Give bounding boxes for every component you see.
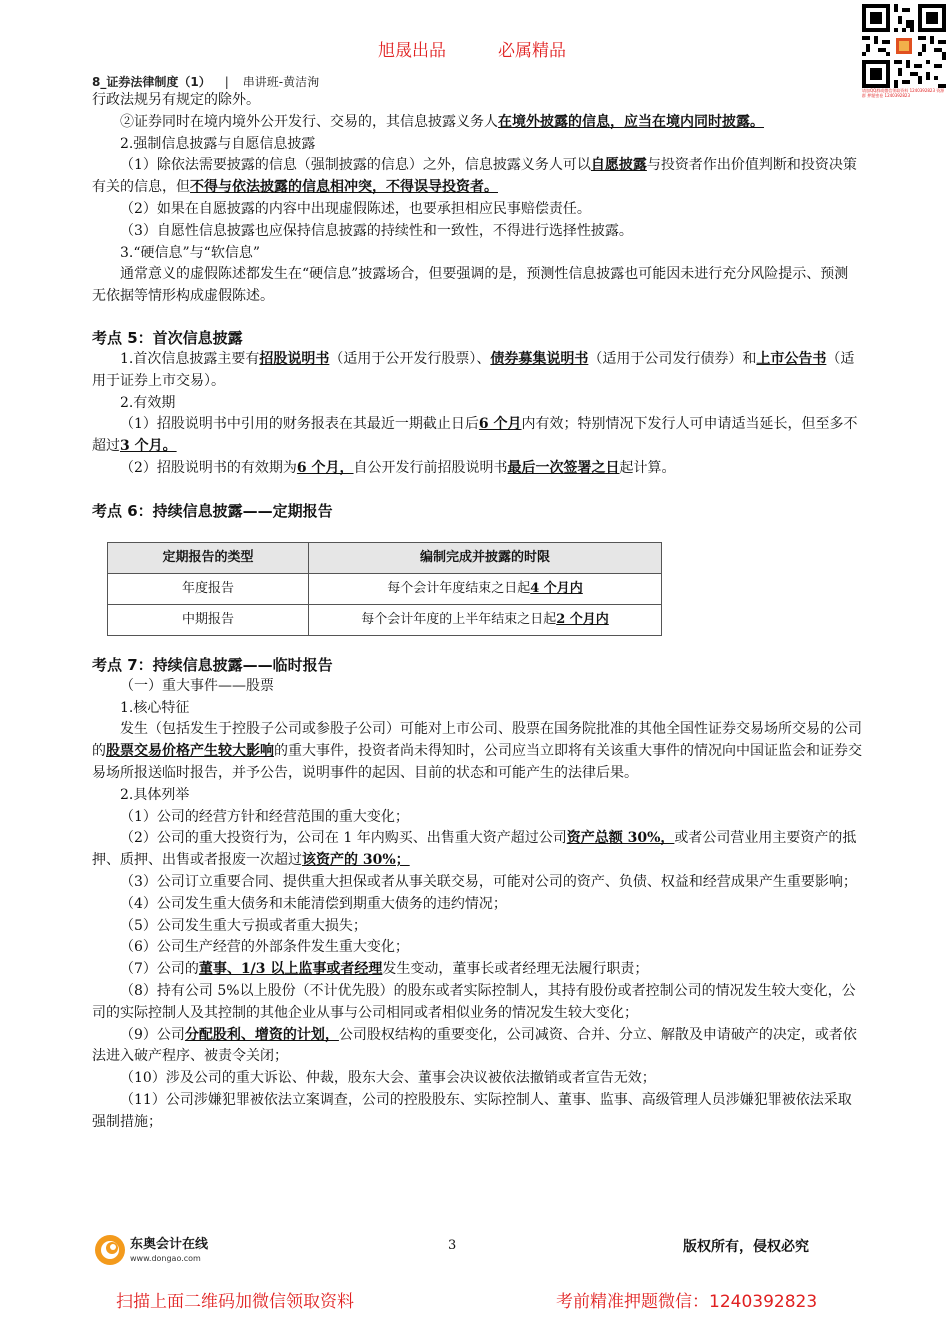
- header-separator: |: [224, 75, 229, 89]
- list-item: （10）涉及公司的重大诉讼、仲裁，股东大会、董事会决议被依法撤销或者宣告无效；: [120, 1070, 656, 1087]
- list-item: （4）公司发生重大债务和未能清偿到期重大债务的违约情况；: [120, 895, 507, 912]
- list-item: （8）持有公司 5%以上股份（不计优先股）的股东或者实际控制人，其持有股份或者控制公司的情况发生较大变化，公司的实际控制人及其控制的其他企业从事与公司相同或者相似业务的情况发生较大变化；: [92, 982, 856, 1021]
- paragraph: ②证券同时在境内境外公开发行、交易的，其信息披露义务人在境外披露的信息，应当在境内同时披露。: [120, 113, 764, 130]
- paragraph: （1）招股说明书中引用的财务报表在其最近一期截止日后6 个月内有效；特别情况下发行人可申请适当延长，但至多不超过3 个月。: [92, 416, 858, 455]
- page-number: 3: [448, 1238, 457, 1253]
- list-item: （7）公司的董事、1/3 以上监事或者经理发生变动，董事长或者经理无法履行职责；: [120, 961, 649, 978]
- table-cell: 每个会计年度的上半年结束之日起2 个月内: [309, 604, 662, 635]
- table-header-cell: 编制完成并披露的时限: [309, 542, 662, 573]
- paragraph: 通常意义的虚假陈述都发生在“硬信息”披露场合，但要强调的是，预测性信息披露也可能因未进行充分风险提示、预测无依据等情形构成虚假陈述。: [92, 266, 849, 305]
- section-heading-2: 2.强制信息披露与自愿信息披露: [120, 135, 316, 152]
- document-body: [92, 90, 862, 1133]
- table-row: [108, 604, 662, 635]
- paragraph: 行政法规另有规定的除外。: [92, 92, 260, 108]
- qr-code-icon: [862, 4, 946, 88]
- table-header-row: [108, 542, 662, 573]
- table-cell: 中期报告: [108, 604, 309, 635]
- bottom-promo-right: 考前精准押题微信：1240392823: [556, 1292, 818, 1312]
- topic-heading-5: 考点 5：首次信息披露: [92, 328, 243, 347]
- list-item: （3）公司订立重要合同、提供重大担保或者从事关联交易，可能对公司的资产、负债、权益和经营成果产生重要影响；: [120, 873, 857, 890]
- list-item: （1）公司的经营方针和经营范围的重大变化；: [120, 808, 409, 825]
- course-title: 8_证券法律制度（1）: [92, 75, 211, 89]
- topic-heading-7: 考点 7：持续信息披露——临时报告: [92, 655, 333, 674]
- logo-name: 东奥会计在线: [130, 1237, 209, 1252]
- paragraph: （1）除依法需要披露的信息（强制披露的信息）之外，信息披露义务人可以自愿披露与投资者作出价值判断和投资决策有关的信息，但不得与依法披露的信息相冲突，不得误导投资者。: [92, 157, 857, 196]
- paragraph: （一）重大事件——股票: [120, 677, 274, 694]
- copyright-notice: 版权所有，侵权必究: [683, 1239, 809, 1255]
- table-row: [108, 573, 662, 604]
- list-item: （2）公司的重大投资行为，公司在 1 年内购买、出售重大资产超过公司资产总额 30%，或者公司营业用主要资产的抵押、质押、出售或者报废一次超过该资产的 30%；: [92, 830, 857, 869]
- paragraph: 1.首次信息披露主要有招股说明书（适用于公开发行股票）、债券募集说明书（适用于公司发行债券）和上市公告书（适用于证券上市交易）。: [92, 350, 855, 389]
- table-header-cell: 定期报告的类型: [108, 542, 309, 573]
- course-header: [92, 73, 319, 90]
- paragraph: （2）招股说明书的有效期为6 个月，自公开发行前招股说明书最后一次签署之日起计算。: [120, 459, 676, 476]
- periodic-report-table: [107, 542, 662, 636]
- paragraph: 2.具体列举: [120, 786, 190, 803]
- bottom-promo-left: 扫描上面二维码加微信领取资料: [116, 1292, 354, 1312]
- dongao-logo: [92, 1230, 232, 1270]
- list-item: （9）公司分配股利、增资的计划，公司股权结构的重要变化，公司减资、合并、分立、解散及申请破产的决定，或者依法进入破产程序、被责令关闭；: [92, 1026, 857, 1065]
- table-cell: 年度报告: [108, 573, 309, 604]
- lecturer-name: 串讲班-黄洁洵: [242, 75, 320, 89]
- banner-right: 必属精品: [498, 41, 566, 61]
- list-item: （5）公司发生重大亏损或者重大损失；: [120, 917, 367, 934]
- topic-heading-6: 考点 6：持续信息披露——定期报告: [92, 501, 333, 520]
- qr-caption: 请加QQ群或微信领取资料 1240392823 资源群 押题密卷 1240392823: [862, 88, 945, 98]
- paragraph: 发生（包括发生于控股子公司或参股子公司）可能对上市公司、股票在国务院批准的其他全国性证券交易场所交易的公司的股票交易价格产生较大影响的重大事件，投资者尚未得知时，公司应当立即将有关该重大事件的情况向中国证监会和证券交易场所报送临时报告，并予公告，说明事件的起因、目前的状态和可能产生的法律后果。: [92, 721, 862, 781]
- paragraph: （2）如果在自愿披露的内容中出现虚假陈述，也要承担相应民事赔偿责任。: [120, 200, 591, 217]
- table-cell: 每个会计年度结束之日起4 个月内: [309, 573, 662, 604]
- list-item: （11）公司涉嫌犯罪被依法立案调查，公司的控股股东、实际控制人、董事、监事、高级管理人员涉嫌犯罪被依法采取强制措施；: [92, 1091, 852, 1130]
- list-item: （6）公司生产经营的外部条件发生重大变化；: [120, 939, 409, 956]
- banner-left: 旭晟出品: [378, 41, 446, 61]
- paragraph: 2.有效期: [120, 394, 176, 411]
- paragraph: 1.核心特征: [120, 699, 190, 716]
- paragraph: （3）自愿性信息披露也应保持信息披露的持续性和一致性，不得进行选择性披露。: [120, 222, 633, 239]
- logo-url: www.dongao.com: [130, 1254, 201, 1263]
- section-heading-3: 3.“硬信息”与“软信息”: [120, 244, 260, 261]
